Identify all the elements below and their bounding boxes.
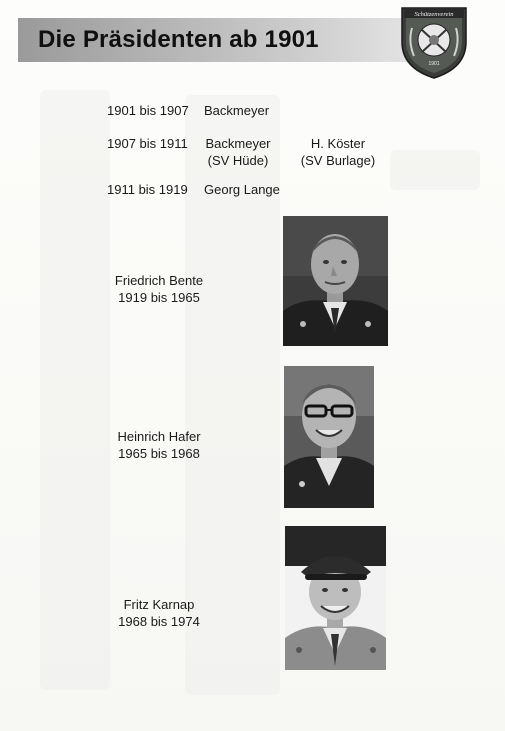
early-president-row xyxy=(107,102,189,119)
early-president-years: 1907 bis 1911 xyxy=(107,136,188,151)
early-president-row xyxy=(107,181,188,198)
portrait-photo xyxy=(283,216,388,346)
early-president-name: Georg Lange xyxy=(204,182,280,197)
portrait-photo xyxy=(284,366,374,508)
bleed-through-right xyxy=(390,150,480,190)
portrait-name: Friedrich Bente xyxy=(114,273,204,288)
portrait-name: Heinrich Hafer xyxy=(117,429,201,444)
early-president-row xyxy=(107,135,188,152)
portrait-caption xyxy=(94,428,224,462)
club-emblem-icon xyxy=(398,2,470,80)
portrait-caption xyxy=(94,272,224,306)
portrait-name: Fritz Karnap xyxy=(123,597,195,612)
co-president-name: H. Köster (SV Burlage) xyxy=(290,135,386,169)
portrait-years: 1965 bis 1968 xyxy=(118,446,200,461)
early-president-years: 1911 bis 1919 xyxy=(107,182,188,197)
page-title: Die Präsidenten ab 1901 xyxy=(38,26,319,53)
early-president-name: Backmeyer xyxy=(204,103,270,118)
portrait-photo xyxy=(285,526,386,670)
co-president-note: (SV Burlage) xyxy=(300,153,376,168)
svg-text:1901: 1901 xyxy=(428,61,440,67)
portrait-caption xyxy=(94,596,224,630)
svg-text:Schützenverein: Schützenverein xyxy=(414,11,454,18)
early-president-name: Backmeyer (SV Hüde) xyxy=(197,135,279,169)
portrait-years: 1919 bis 1965 xyxy=(118,290,200,305)
early-president-note: (SV Hüde) xyxy=(207,153,269,168)
early-president-years: 1901 bis 1907 xyxy=(107,103,189,118)
portrait-years: 1968 bis 1974 xyxy=(118,614,200,629)
